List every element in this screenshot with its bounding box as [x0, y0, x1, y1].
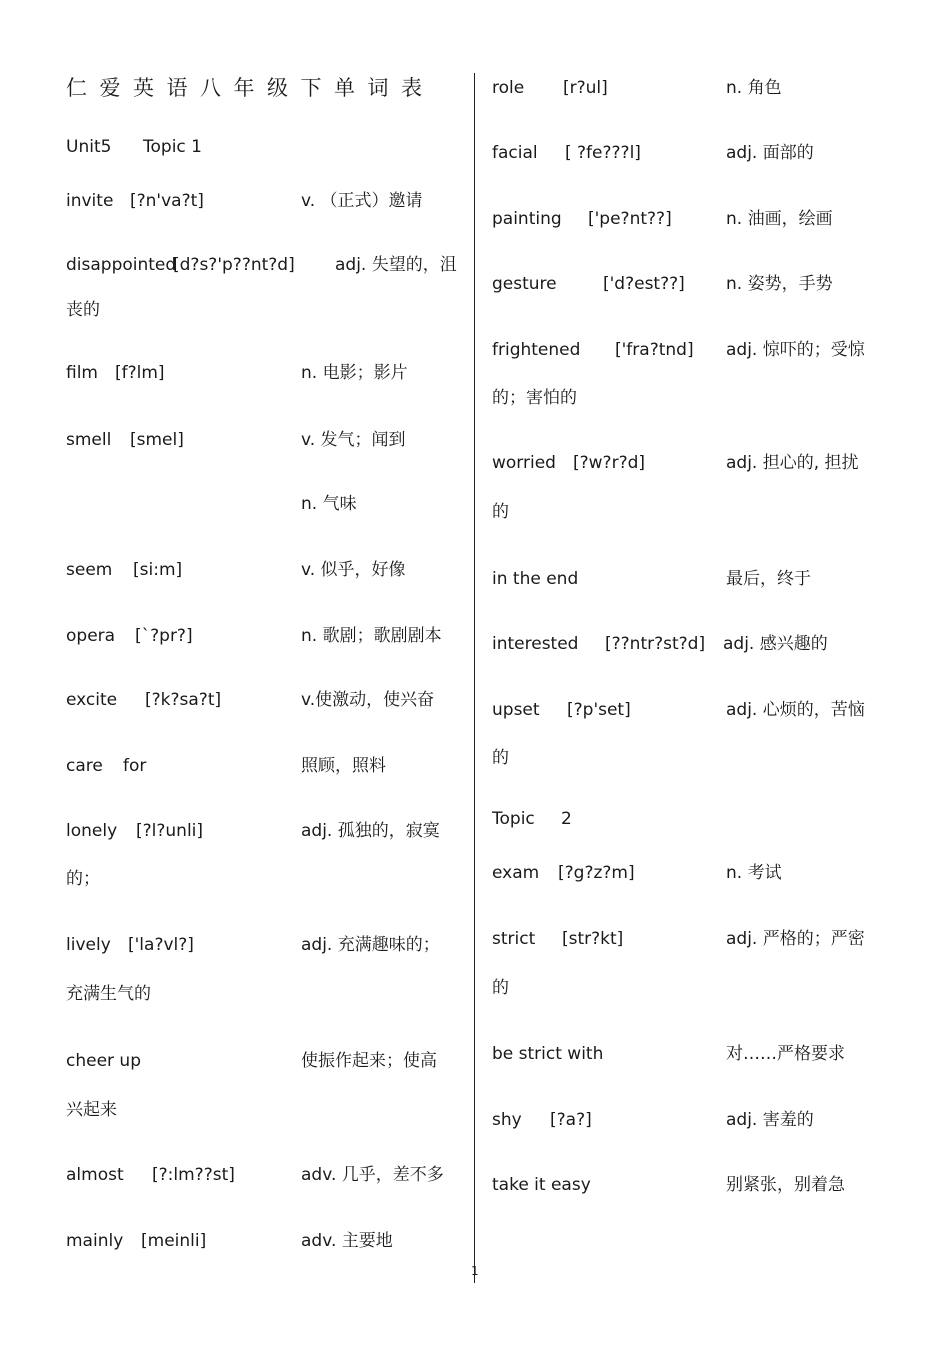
topic-number: 2 [561, 809, 572, 829]
entry-word: gesture [492, 274, 557, 294]
entry-phonetic: [f?lm] [115, 363, 165, 383]
entry-phonetic: for [123, 756, 147, 776]
entry-phonetic: [`?pr?] [135, 626, 193, 646]
entry-phonetic: [si:m] [133, 560, 183, 580]
entry-word: upset [492, 700, 540, 720]
entry-word: painting [492, 209, 562, 229]
entry-meaning: v. 发气；闻到 [301, 430, 406, 450]
entry-word: worried [492, 453, 556, 473]
entry-meaning: adj. 感兴趣的 [723, 634, 828, 654]
entry-word: role [492, 78, 525, 98]
entry-continuation: 的 [492, 978, 509, 998]
entry-meaning: v. 似乎，好像 [301, 560, 406, 580]
entry-word: mainly [66, 1231, 124, 1251]
entry-phonetic: ['d?est??] [603, 274, 685, 294]
entry-word: facial [492, 143, 538, 163]
entry-word: almost [66, 1165, 124, 1185]
entry-meaning: 对……严格要求 [726, 1044, 845, 1064]
entry-phonetic: ['la?vl?] [128, 935, 194, 955]
entry-meaning: adj. 严格的；严密 [726, 929, 865, 949]
entry-meaning: n. 油画，绘画 [726, 209, 833, 229]
entry-word: lonely [66, 821, 118, 841]
entry-phonetic: [?w?r?d] [573, 453, 646, 473]
entry-phonetic: ['fra?tnd] [615, 340, 694, 360]
entry-meaning: adj. 失望的，沮 [335, 255, 457, 275]
entry-word: film [66, 363, 98, 383]
entry-word: be strict with [492, 1044, 604, 1064]
entry-word: shy [492, 1110, 522, 1130]
entry-word: disappointed [66, 255, 177, 275]
entry-continuation: 的 [492, 748, 509, 768]
entry-phonetic: [?p'set] [567, 700, 631, 720]
entry-meaning: v. （正式）邀请 [301, 191, 423, 211]
entry-meaning: adj. 面部的 [726, 143, 814, 163]
entry-phonetic: ['pe?nt??] [588, 209, 672, 229]
entry-continuation: 充满生气的 [66, 984, 151, 1004]
entry-meaning-2: n. 气味 [301, 494, 357, 514]
entry-phonetic: [ ?fe???l] [565, 143, 641, 163]
entry-word: interested [492, 634, 579, 654]
entry-word: invite [66, 191, 114, 211]
entry-meaning: n. 考试 [726, 863, 782, 883]
page-title: 仁爱英语八年级下单词表 [66, 76, 435, 100]
entry-phonetic: [?n'va?t] [130, 191, 204, 211]
entry-phonetic: [meinli] [141, 1231, 207, 1251]
entry-continuation: 的； [66, 869, 100, 889]
entry-meaning: adj. 惊吓的；受惊 [726, 340, 865, 360]
entry-continuation: 的 [492, 502, 509, 522]
entry-word: exam [492, 863, 540, 883]
entry-meaning: adv. 几乎，差不多 [301, 1165, 444, 1185]
entry-phonetic: [r?ul] [563, 78, 608, 98]
entry-phonetic: [d?s?'p??nt?d] [173, 255, 295, 275]
entry-meaning: 使振作起来；使高 [301, 1051, 437, 1071]
entry-phonetic: [?g?z?m] [558, 863, 635, 883]
entry-phonetic: [?k?sa?t] [145, 690, 222, 710]
entry-word: take it easy [492, 1175, 591, 1195]
entry-meaning: n. 电影；影片 [301, 363, 408, 383]
entry-meaning: 别紧张，别着急 [726, 1175, 845, 1195]
entry-word: in the end [492, 569, 579, 589]
entry-meaning: n. 角色 [726, 78, 782, 98]
entry-meaning: 最后，终于 [726, 569, 811, 589]
entry-phonetic: [?a?] [550, 1110, 592, 1130]
entry-continuation: 的；害怕的 [492, 388, 577, 408]
entry-meaning: adv. 主要地 [301, 1231, 393, 1251]
entry-phonetic: [smel] [130, 430, 184, 450]
entry-word: care [66, 756, 103, 776]
entry-continuation: 丧的 [66, 300, 100, 320]
unit-heading: Unit5 [66, 137, 112, 157]
entry-meaning: adj. 担心的, 担扰 [726, 453, 859, 473]
entry-continuation: 兴起来 [66, 1100, 117, 1120]
entry-meaning: adj. 孤独的，寂寞 [301, 821, 440, 841]
entry-phonetic: [str?kt] [562, 929, 624, 949]
entry-phonetic: [??ntr?st?d] [605, 634, 706, 654]
entry-word: frightened [492, 340, 581, 360]
entry-phonetic: [?:lm??st] [152, 1165, 235, 1185]
entry-word: cheer up [66, 1051, 141, 1071]
column-divider [474, 73, 475, 1283]
entry-word: lively [66, 935, 111, 955]
entry-phonetic: [?l?unli] [136, 821, 204, 841]
entry-meaning: adj. 充满趣味的； [301, 935, 440, 955]
entry-meaning: n. 歌剧；歌剧剧本 [301, 626, 442, 646]
entry-meaning: v.使激动，使兴奋 [301, 690, 435, 710]
entry-word: strict [492, 929, 536, 949]
entry-meaning: adj. 害羞的 [726, 1110, 814, 1130]
topic-label: Topic [492, 809, 535, 829]
entry-word: seem [66, 560, 113, 580]
entry-word: smell [66, 430, 112, 450]
entry-meaning: n. 姿势，手势 [726, 274, 833, 294]
topic-heading: Topic 1 [143, 137, 202, 157]
page-number: 1 [471, 1264, 479, 1278]
entry-meaning: 照顾，照料 [301, 756, 386, 776]
entry-word: excite [66, 690, 118, 710]
entry-word: opera [66, 626, 116, 646]
entry-meaning: adj. 心烦的，苦恼 [726, 700, 865, 720]
